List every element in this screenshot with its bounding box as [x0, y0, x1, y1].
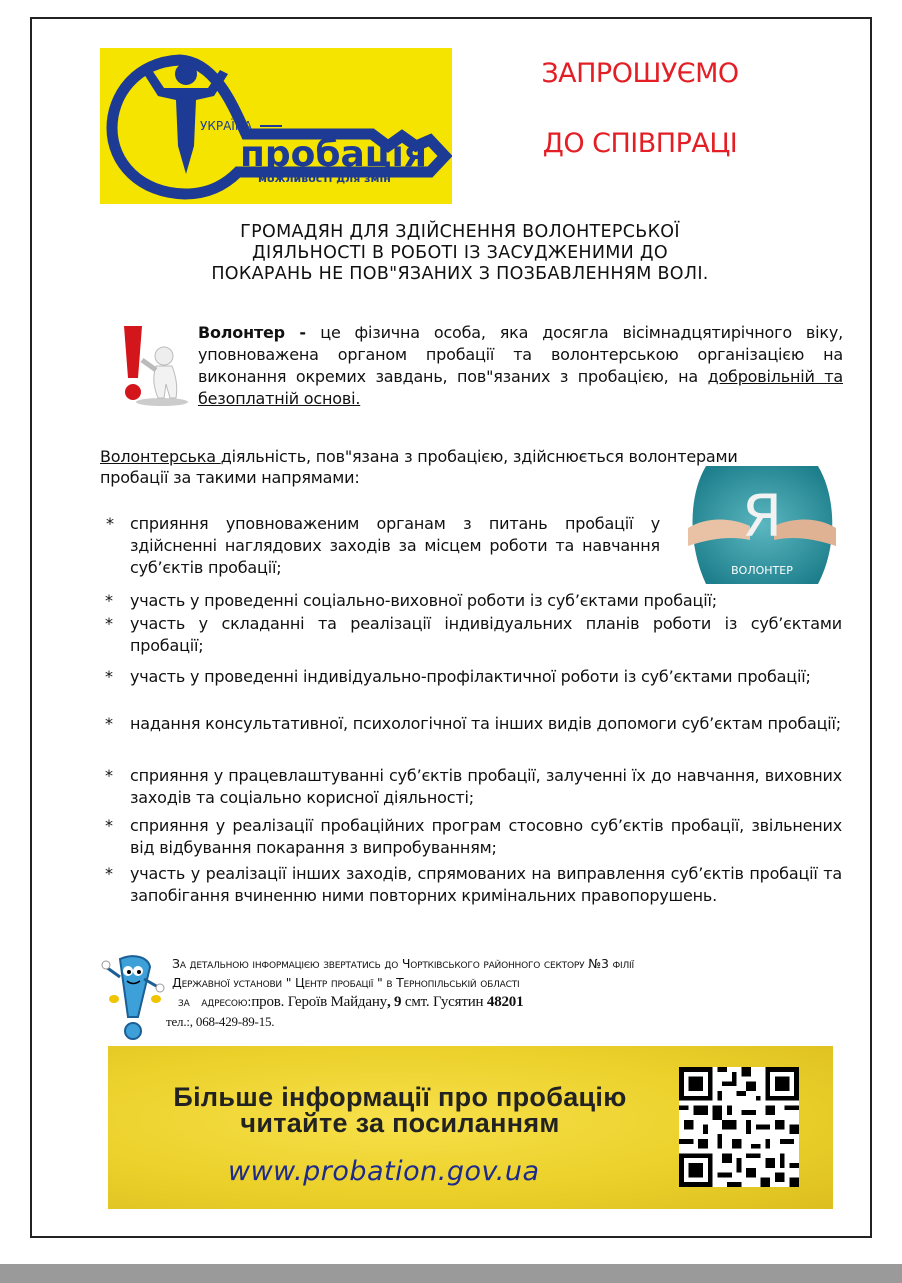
list-item	[105, 765, 842, 809]
logo-main-text: пробація	[240, 134, 427, 175]
contact-line-1: За детальною інформацією звертатись до Чортківського районного сектору №3 філії	[172, 956, 634, 971]
invite-line-1: ЗАПРОШУЄМО	[541, 58, 739, 89]
direction-4: участь у проведенні індивідуально-профілактичної роботи із суб’єктами пробації;	[130, 667, 811, 686]
banner-line-1: Більше інформації про пробацію	[173, 1082, 627, 1112]
definition-term: Волонтер	[198, 323, 285, 342]
intro-text: діяльність, пов"язана з пробацією, здійснюється волонтерами пробації за такими напрямами:	[100, 447, 738, 487]
info-banner	[108, 1046, 833, 1209]
bullet-star: *	[105, 864, 113, 883]
bullet-star: *	[105, 714, 113, 733]
probation-ukraine-logo	[100, 48, 452, 204]
direction-8: участь у реалізації інших заходів, спрямованих на виправлення суб’єктів пробації та запобігання вчиненню ними повторних кримінальних правопорушень.	[130, 864, 842, 905]
direction-7: сприяння у реалізації пробаційних програм стосовно суб’єктів пробації, звільнених від відбування покарання з випробуванням;	[130, 816, 842, 857]
contact-line-2: Державної установи " Центр пробації " в Тернопільській області	[172, 975, 520, 990]
list-item	[105, 863, 842, 907]
contact-address-part1: пров. Героїв Майдану	[251, 994, 387, 1010]
volunteer-badge-image	[688, 466, 836, 584]
definition-underlined: добровільній та безоплатній основі.	[198, 367, 844, 408]
contact-address-bold1: , 9	[386, 994, 402, 1010]
exclamation-figure-icon	[112, 322, 192, 407]
bottom-scrollbar-strip	[0, 1264, 902, 1283]
definition-text: це фізична особа, яка досягла вісімнадцятирічного віку, уповноважена органом пробації та волонтерською організацією на виконання окремих завдань, пов"язаних з пробацією, на	[198, 323, 843, 386]
badge-label: ВОЛОНТЕР	[731, 564, 793, 577]
logo-sub-text: можливості для змін	[258, 172, 391, 185]
intro-underlined: Волонтерська	[100, 447, 221, 466]
definition-dash: -	[284, 323, 321, 342]
headline-line-1: ГРОМАДЯН ДЛЯ ЗДІЙСНЕННЯ ВОЛОНТЕРСЬКОЇ	[240, 222, 680, 242]
direction-3: участь у складанні та реалізації індивідуальних планів роботи із суб’єктами пробації;	[130, 614, 842, 655]
contact-address-part2: смт. Гусятин	[401, 994, 487, 1010]
contact-info	[166, 954, 862, 1031]
direction-1: сприяння уповноваженим органам з питань пробації у здійсненні наглядових заходів за місцем роботи та навчання суб’єктів пробації;	[130, 514, 660, 577]
direction-2: участь у проведенні соціально-виховної роботи із суб’єктами пробації;	[130, 591, 717, 610]
contact-phone: тел.:, 068-429-89-15.	[166, 1014, 275, 1029]
direction-6: сприяння у працевлаштуванні суб’єктів пробації, залученні їх до навчання, виховних заходів та соціально корисної діяльності;	[130, 766, 842, 807]
invite-line-2: ДО СПІВПРАЦІ	[542, 128, 738, 159]
contact-address-bold2: 48201	[486, 994, 524, 1010]
headline-line-3: ПОКАРАНЬ НЕ ПОВ"ЯЗАНИХ З ПОЗБАВЛЕННЯМ ВОЛІ.	[211, 264, 709, 284]
list-item	[105, 666, 842, 688]
bullet-star: *	[106, 514, 114, 533]
badge-letter: Я	[741, 482, 783, 550]
bullet-star: *	[105, 667, 113, 686]
headline	[160, 222, 760, 285]
bullet-star: *	[105, 766, 113, 785]
banner-line-2: читайте за посиланням	[240, 1108, 560, 1138]
bullet-star: *	[105, 816, 113, 835]
list-item	[105, 613, 842, 657]
logo-top-text: УКРАЇНА	[200, 119, 253, 133]
banner-url-link[interactable]: www.probation.gov.ua	[228, 1156, 540, 1187]
list-item	[105, 590, 842, 612]
bullet-star: *	[105, 614, 113, 633]
bullet-star: *	[105, 591, 113, 610]
contact-address-prefix: за адресою:	[178, 994, 252, 1009]
list-item	[105, 713, 842, 735]
qr-code-icon[interactable]	[678, 1067, 800, 1187]
direction-5: надання консультативної, психологічної та інших видів допомоги суб’єктам пробації;	[130, 714, 841, 733]
headline-line-2: ДІЯЛЬНОСТІ В РОБОТІ ІЗ ЗАСУДЖЕНИМИ ДО	[252, 243, 668, 263]
exclamation-mascot-icon	[100, 953, 172, 1041]
list-item	[106, 513, 660, 579]
list-item	[105, 815, 842, 859]
volunteer-definition	[198, 322, 843, 410]
